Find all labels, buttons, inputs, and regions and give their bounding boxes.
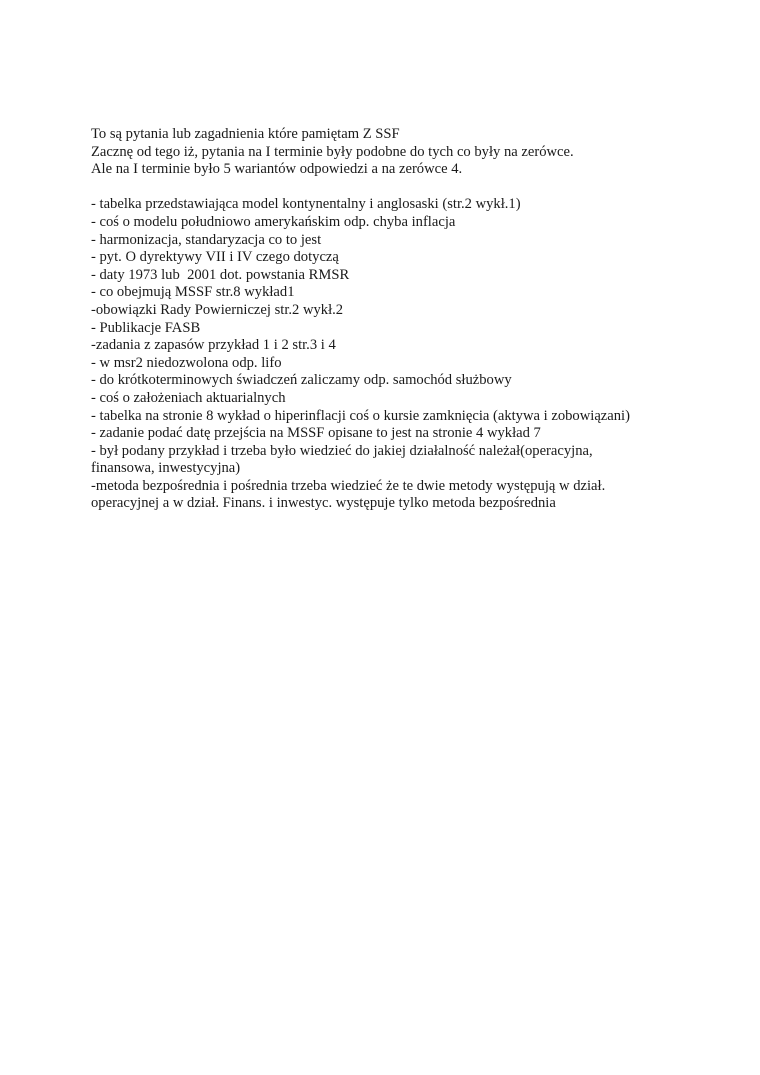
list-item-continuation: operacyjnej a w dział. Finans. i inwestyc. występuje tylko metoda bezpośrednia (91, 495, 556, 512)
list-item: -obowiązki Rady Powierniczej str.2 wykł.2 (91, 301, 344, 318)
list-item: - był podany przykład i trzeba było wiedzieć do jakiej działalność należał(operacyjna, (91, 442, 593, 459)
list-item: - w msr2 niedozwolona odp. lifo (91, 354, 282, 371)
intro-line: Zacznę od tego iż, pytania na I terminie były podobne do tych co były na zerówce. (91, 143, 574, 160)
list-item: - co obejmują MSSF str.8 wykład1 (91, 284, 295, 301)
list-item-continuation: finansowa, inwestycyjna) (91, 460, 241, 477)
intro-line: To są pytania lub zagadnienia które pamiętam Z SSF (91, 126, 400, 142)
list-item: - pyt. O dyrektywy VII i IV czego dotyczą (91, 249, 339, 266)
list-item: -zadania z zapasów przykład 1 i 2 str.3 i 4 (91, 337, 336, 354)
list-item: -metoda bezpośrednia i pośrednia trzeba wiedzieć że te dwie metody występują w dział. (91, 477, 606, 494)
intro-line: Ale na I terminie było 5 wariantów odpowiedzi a na zerówce 4. (91, 161, 463, 178)
blank-line (91, 179, 731, 197)
document-body (91, 126, 731, 513)
list-item: - coś o modelu południowo amerykańskim odp. chyba inflacja (91, 213, 456, 230)
list-item: - harmonizacja, standaryzacja co to jest (91, 231, 322, 248)
list-item: - tabelka przedstawiająca model kontynentalny i anglosaski (str.2 wykł.1) (91, 196, 521, 213)
list-item: - Publikacje FASB (91, 319, 201, 336)
list-item: - zadanie podać datę przejścia na MSSF opisane to jest na stronie 4 wykład 7 (91, 425, 541, 442)
list-item: - do krótkoterminowych świadczeń zaliczamy odp. samochód służbowy (91, 372, 512, 389)
list-item: - coś o założeniach aktuarialnych (91, 389, 286, 406)
list-item: - daty 1973 lub 2001 dot. powstania RMSR (91, 266, 350, 283)
list-item: - tabelka na stronie 8 wykład o hiperinflacji coś o kursie zamknięcia (aktywa i zobowiązani) (91, 407, 630, 424)
